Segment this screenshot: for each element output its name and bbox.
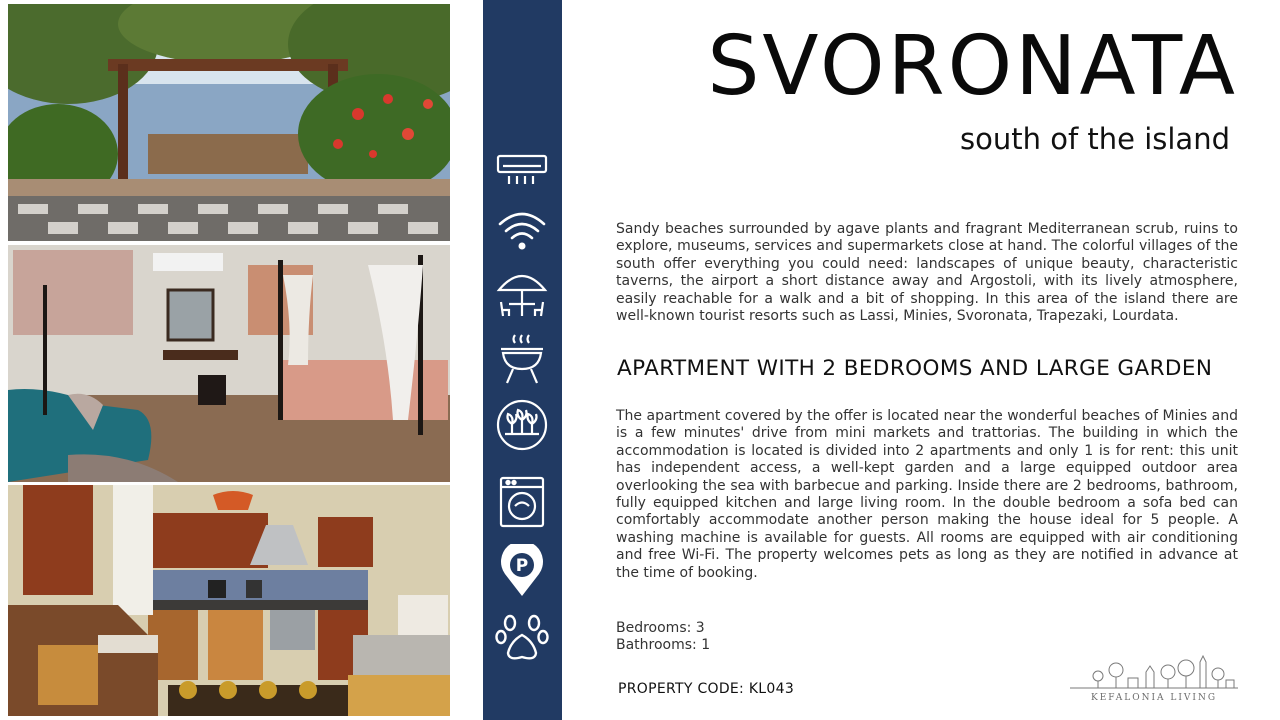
bedroom-photo xyxy=(8,245,450,482)
garden-photo xyxy=(8,4,450,241)
parking-icon xyxy=(494,543,550,599)
logo-text: KEFALONIA LIVING xyxy=(1090,693,1218,703)
intro-paragraph: Sandy beaches surrounded by agave plants and fragrant Mediterranean scrub, ruins to explore, museums, services and supermarkets close at hand. The colorful villages of the south offer everything you could need: landscapes of unique beauty, characteristic taverns, the airport a short distance away and Argostoli, with its lively atmosphere, easily reachable for a walk and a bit of shopping. In this area of the island there are well-known tourist resorts such as Lassi, Minies, Svoronata, Trapezaki, Lourdata. xyxy=(616,221,1238,325)
bedrooms-count: Bedrooms: 3 xyxy=(616,620,705,636)
wifi-icon xyxy=(494,203,550,259)
kitchen-photo xyxy=(8,485,450,716)
kefalonia-living-logo xyxy=(1068,654,1240,706)
garden-icon xyxy=(494,397,550,453)
page-title: SVORONATA xyxy=(707,19,1238,114)
page-subtitle: south of the island xyxy=(960,122,1230,156)
air-conditioner-icon xyxy=(494,143,550,199)
outdoor-dining-icon xyxy=(494,265,550,321)
svg-text:P: P xyxy=(515,556,529,576)
pets-icon xyxy=(494,610,550,666)
section-heading: APARTMENT WITH 2 BEDROOMS AND LARGE GARDEN xyxy=(617,356,1213,381)
property-code: PROPERTY CODE: KL043 xyxy=(618,681,795,697)
bathrooms-count: Bathrooms: 1 xyxy=(616,637,711,653)
barbecue-icon xyxy=(494,330,550,386)
amenities-sidebar xyxy=(483,0,562,720)
description-paragraph: The apartment covered by the offer is located near the wonderful beaches of Minies and is a few minutes' drive from mini markets and trattorias. The building in which the accommodation is located is divided into 2 apartments and only 1 is for rent: this unit has independent access, a well-kept garden and a large equipped outdoor area overlooking the sea with barbecue and parking. Inside there are 2 bedrooms, bathroom, fully equipped kitchen and large living room. In the double bedroom a sofa bed can comfortably accommodate another person making the house ideal for 5 people. A washing machine is available for guests. All rooms are equipped with air conditioning and free Wi-Fi. The property welcomes pets as long as they are notified in advance at the time of booking. xyxy=(616,408,1238,581)
washing-machine-icon xyxy=(494,474,550,530)
